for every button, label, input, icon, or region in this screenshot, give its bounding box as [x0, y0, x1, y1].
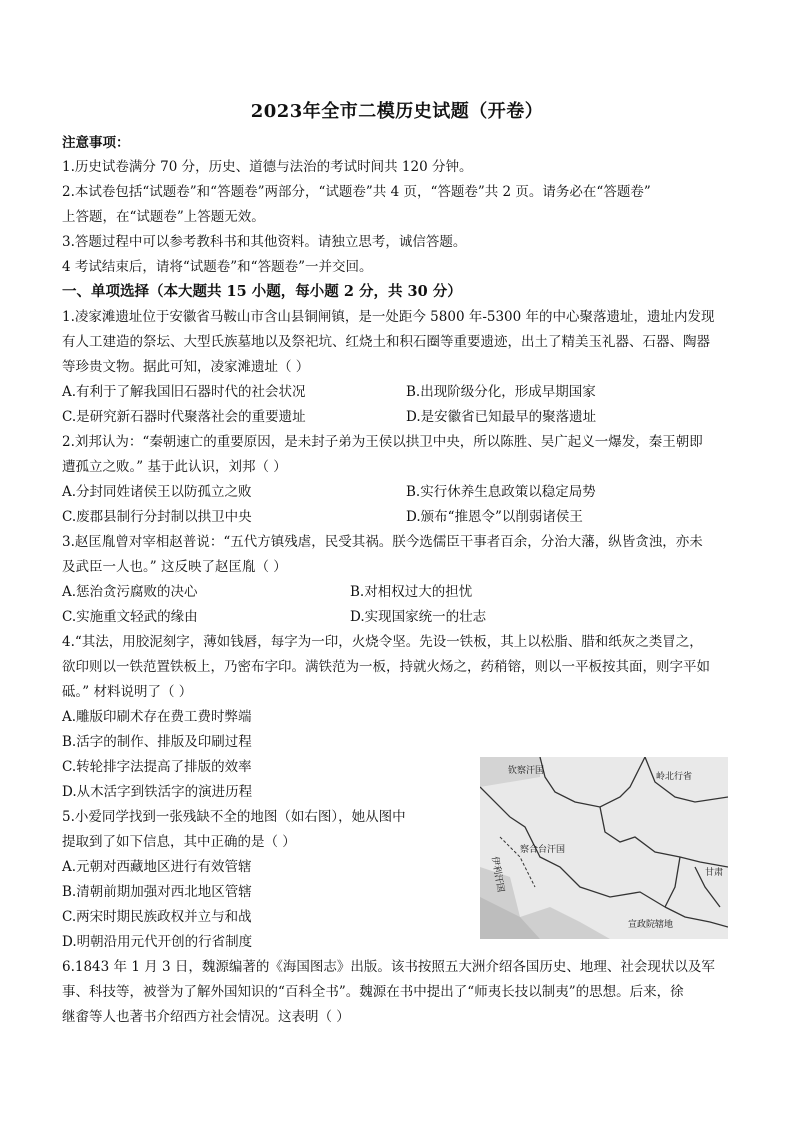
question-3-line: 及武臣一人也。” 这反映了赵匡胤（ ）	[62, 559, 287, 575]
question-5-option-d[interactable]: D.明朝沿用元代开创的行省制度	[62, 934, 253, 950]
question-2-option-b[interactable]: B.实行休养生息政策以稳定局势	[406, 484, 596, 500]
question-1-option-a[interactable]: A.有利于了解我国旧石器时代的社会状况	[62, 384, 306, 400]
notice-item: 上答题，在“试题卷”上答题无效。	[62, 209, 265, 225]
question-4-option-a[interactable]: A.雕版印刷术存在费工费时弊端	[62, 709, 252, 725]
question-2-option-c[interactable]: C.废郡县制行分封制以拱卫中央	[62, 509, 252, 525]
question-2-line: 遭孤立之败。” 基于此认识，刘邦（ ）	[62, 459, 287, 475]
question-5-option-c[interactable]: C.两宋时期民族政权并立与和战	[62, 909, 252, 925]
question-1-line: 有人工建造的祭坛、大型氏族墓地以及祭祀坑、红烧土和积石圈等重要遗迹，出土了精美玉礼器、石器、陶器	[62, 334, 710, 350]
question-5-option-b[interactable]: B.清朝前期加强对西北地区管辖	[62, 884, 252, 900]
yuan-dynasty-map	[480, 757, 728, 939]
question-1-option-c[interactable]: C.是研究新石器时代聚落社会的重要遗址	[62, 409, 306, 425]
question-5-line: 提取到了如下信息，其中正确的是（ ）	[62, 834, 296, 850]
question-3-line: 3.赵匡胤曾对宰相赵普说：“五代方镇残虐，民受其祸。朕今选儒臣干事者百余，分治大藩，纵皆贪浊，亦未	[62, 534, 703, 550]
map-label: 宣政院辖地	[628, 920, 674, 930]
question-1-option-b[interactable]: B.出现阶级分化，形成早期国家	[406, 384, 596, 400]
notice-item: 1.历史试卷满分 70 分，历史、道德与法治的考试时间共 120 分钟。	[62, 159, 473, 175]
question-2-option-a[interactable]: A.分封同姓诸侯王以防孤立之败	[62, 484, 252, 500]
question-4-line: 4.“其法，用胶泥刻字，薄如钱唇，每字为一印，火烧令坚。先设一铁板，其上以松脂、腊和纸灰之类冒之，	[62, 634, 703, 650]
question-1-option-d[interactable]: D.是安徽省已知最早的聚落遗址	[406, 409, 597, 425]
question-4-option-d[interactable]: D.从木活字到铁活字的演进历程	[62, 784, 253, 800]
question-1-line: 1.凌家滩遗址位于安徽省马鞍山市含山县铜闸镇，是一处距今 5800 年-5300 年的中心聚落遗址，遗址内发现	[62, 309, 715, 325]
map-label: 甘肃	[705, 868, 724, 878]
question-5-line: 5.小爱同学找到一张残缺不全的地图（如右图），她从图中	[62, 809, 406, 825]
question-6-line: 6.1843 年 1 月 3 日，魏源编著的《海国图志》出版。该书按照五大洲介绍各国历史、地理、社会现状以及军	[62, 959, 715, 975]
question-4-option-b[interactable]: B.活字的制作、排版及印刷过程	[62, 734, 252, 750]
question-2-option-d[interactable]: D.颁布“推恩令”以削弱诸侯王	[406, 509, 583, 525]
section-heading: 一、单项选择（本大题共 15 小题，每小题 2 分，共 30 分）	[62, 283, 462, 300]
question-6-line: 继畬等人也著书介绍西方社会情况。这表明（ ）	[62, 1009, 350, 1025]
question-3-option-c[interactable]: C.实施重文轻武的缘由	[62, 609, 198, 625]
question-3-option-d[interactable]: D.实现国家统一的壮志	[350, 609, 487, 625]
question-2-line: 2.刘邦认为：“秦朝速亡的重要原因，是未封子弟为王侯以拱卫中央，所以陈胜、吴广起义一爆发，秦王朝即	[62, 434, 703, 450]
map-label: 钦察汗国	[508, 766, 545, 776]
notice-heading: 注意事项：	[62, 135, 130, 151]
map-label: 岭北行省	[656, 772, 693, 782]
map-label: 察合台汗国	[520, 845, 566, 855]
question-4-line: 欲印则以一铁范置铁板上，乃密布字印。满铁范为一板，持就火炀之，药稍镕，则以一平板按其面，则字平如	[62, 659, 710, 675]
question-4-line: 砥。” 材料说明了（ ）	[62, 684, 193, 700]
question-3-option-b[interactable]: B.对相权过大的担忧	[350, 584, 473, 600]
map-label-vertical: 伊利汗国	[489, 855, 506, 893]
question-3-option-a[interactable]: A.惩治贪污腐败的决心	[62, 584, 198, 600]
page-title: 2023年全市二模历史试题（开卷）	[250, 101, 544, 122]
question-5-option-a[interactable]: A.元朝对西藏地区进行有效管辖	[62, 859, 252, 875]
notice-item: 4 考试结束后，请将“试题卷”和“答题卷”一并交回。	[62, 259, 373, 275]
question-6-line: 事、科技等，被誉为了解外国知识的“百科全书”。魏源在书中提出了“师夷长技以制夷”的思想。后来，徐	[62, 984, 684, 1000]
notice-item: 2.本试卷包括“试题卷”和“答题卷”两部分，“试题卷”共 4 页，“答题卷”共 2 页。请务必在“答题卷”	[62, 184, 651, 200]
question-1-line: 等珍贵文物。据此可知，凌家滩遗址（ ）	[62, 359, 310, 375]
notice-item: 3.答题过程中可以参考教科书和其他资料。请独立思考，诚信答题。	[62, 234, 467, 250]
question-4-option-c[interactable]: C.转轮排字法提高了排版的效率	[62, 759, 252, 775]
